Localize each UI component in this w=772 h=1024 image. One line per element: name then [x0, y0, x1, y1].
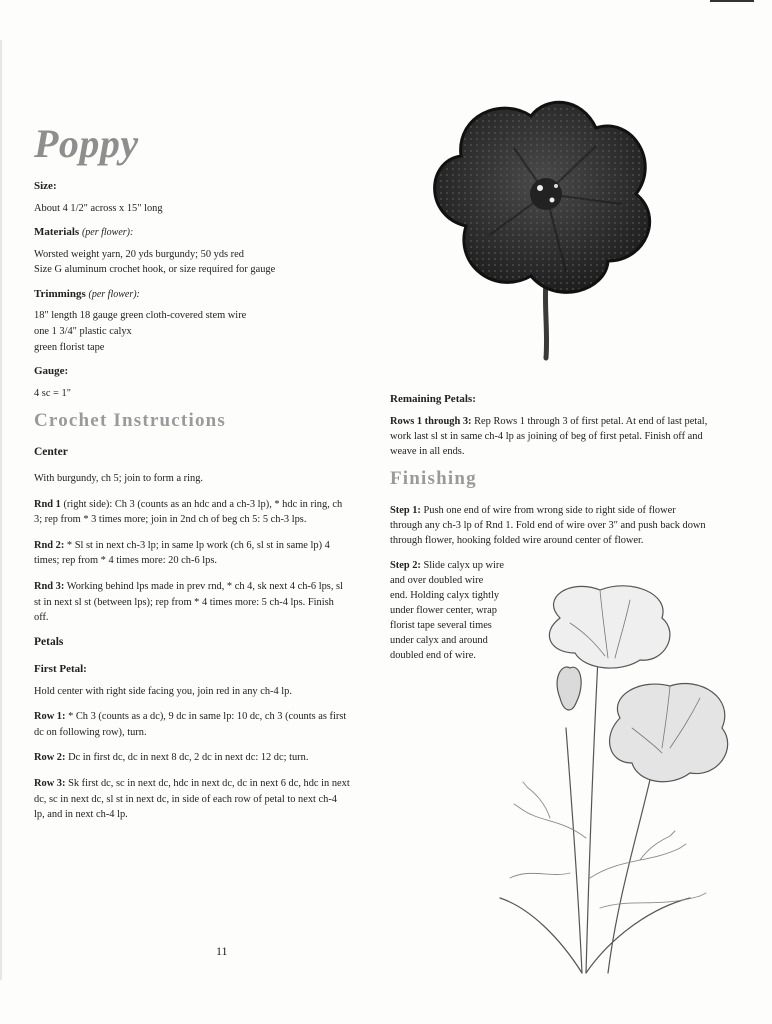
step-2-line: and over doubled wire: [390, 575, 484, 587]
crochet-poppy-photo: [396, 76, 712, 366]
gauge-label: Gauge:: [34, 365, 69, 378]
row-text: Dc in first dc, dc in next 8 dc, 2 dc in next dc: 12 dc; turn.: [65, 752, 309, 764]
center-intro: With burgundy, ch 5; join to form a ring.: [34, 473, 203, 485]
finishing-heading: Finishing: [390, 468, 477, 490]
trimmings-line: 18" length 18 gauge green cloth-covered stem wire: [34, 310, 247, 322]
trimmings-label-text: Trimmings: [34, 287, 86, 300]
materials-line: Size G aluminum crochet hook, or size required for gauge: [34, 264, 276, 276]
remaining-petals-rows: [390, 414, 708, 459]
row-label: Row 3:: [34, 778, 66, 790]
left-column: [34, 121, 350, 829]
materials-list: [34, 247, 350, 278]
trimmings-line: one 1 3/4" plastic calyx: [34, 325, 132, 337]
page-number: 11: [216, 944, 228, 958]
trimmings-label: [34, 286, 350, 303]
row-label: Row 1:: [34, 711, 66, 723]
petal-row-1: [34, 709, 350, 740]
round-text: Working behind lps made in prev rnd, * ch 4, sk next 4 ch-6 lps, sl st in next sl st (between lps); rep from * 4 times more: 5 ch-4 lps. Finish off.: [34, 581, 343, 624]
center-heading: Center: [34, 445, 68, 458]
crochet-instructions-heading: Crochet Instructions: [34, 410, 227, 432]
trimmings-line: green florist tape: [34, 341, 105, 353]
rows-label: Rows 1 through 3:: [390, 415, 472, 427]
poppy-petals: [435, 102, 650, 292]
round-2: [34, 538, 350, 569]
remaining-petals-label: Remaining Petals:: [390, 393, 476, 405]
materials-label: [34, 224, 350, 241]
step-2-line: end. Holding calyx tightly: [390, 590, 500, 602]
step-text: Slide calyx up wire: [420, 559, 504, 571]
row-label: Row 2:: [34, 752, 66, 764]
round-text: (right side): Ch 3 (counts as an hdc and a ch-3 lp), * hdc in ring, ch 3; rep from * 3 times more; join in 2nd ch of beg ch 5: 5 ch-3 lps.: [34, 498, 343, 526]
petals-heading: Petals: [34, 635, 64, 648]
first-petal-intro: Hold center with right side facing you, join red in any ch-4 lp.: [34, 685, 292, 697]
rows-text: Rep Rows 1 through 3 of first petal. At end of last petal, work last sl st in same ch-4 lp as joining of beg of first petal. Finish off and weave in all ends.: [390, 415, 708, 458]
step-label: Step 2:: [390, 559, 421, 571]
petal-row-2: [34, 750, 350, 766]
step-2-line: florist tape several times: [390, 620, 492, 632]
step-2-line: [390, 558, 534, 573]
step-label: Step 1:: [390, 504, 421, 516]
step-2-line: under flower center, wrap: [390, 605, 497, 617]
trimmings-list: [34, 308, 350, 355]
round-text: * Sl st in next ch-3 lp; in same lp work (ch 6, sl st in same lp) 4 times; rep from * 4 times more: 20 ch-6 lps.: [34, 539, 330, 567]
top-rule: [710, 0, 754, 2]
page-edge-shadow: [0, 40, 2, 980]
poppy-illustration: [490, 578, 740, 978]
step-2-line: doubled end of wire.: [390, 650, 476, 662]
step-text: Push one end of wire from wrong side to right side of flower through any ch-3 lp of Rnd 1. Fold end of wire over 3" and push back down through flower, hooking folded wire around center of flower.: [390, 504, 706, 546]
gauge-text: 4 sc = 1": [34, 387, 71, 399]
materials-note: (per flower):: [81, 227, 134, 239]
round-label: Rnd 2:: [34, 539, 65, 551]
round-label: Rnd 3:: [34, 581, 65, 593]
materials-line: Worsted weight yarn, 20 yds burgundy; 50 yds red: [34, 248, 244, 260]
size-label: Size:: [34, 180, 57, 192]
trimmings-note: (per flower):: [88, 288, 140, 300]
petal-row-3: [34, 776, 350, 823]
stem: [586, 658, 598, 973]
step-2-line: under calyx and around: [390, 635, 488, 647]
materials-label-text: Materials: [34, 226, 80, 239]
page-title: Poppy: [34, 121, 139, 166]
first-petal-label: First Petal:: [34, 663, 87, 676]
row-text: Sk first dc, sc in next dc, hdc in next dc, dc in next 6 dc, hdc in next dc, sc in next dc, sl st in next dc, in side of each row of petal to next ch-4 lp, and in next ch-4 lp.: [34, 778, 350, 821]
round-label: Rnd 1: [34, 498, 61, 510]
round-1: [34, 497, 350, 528]
size-text: About 4 1/2" across x 15" long: [34, 202, 163, 214]
row-text: * Ch 3 (counts as a dc), 9 dc in same lp: 10 dc, ch 3 (counts as first dc on following row), turn.: [34, 711, 347, 738]
round-3: [34, 579, 350, 626]
finishing-step-1: [390, 503, 708, 548]
stem: [566, 728, 582, 973]
